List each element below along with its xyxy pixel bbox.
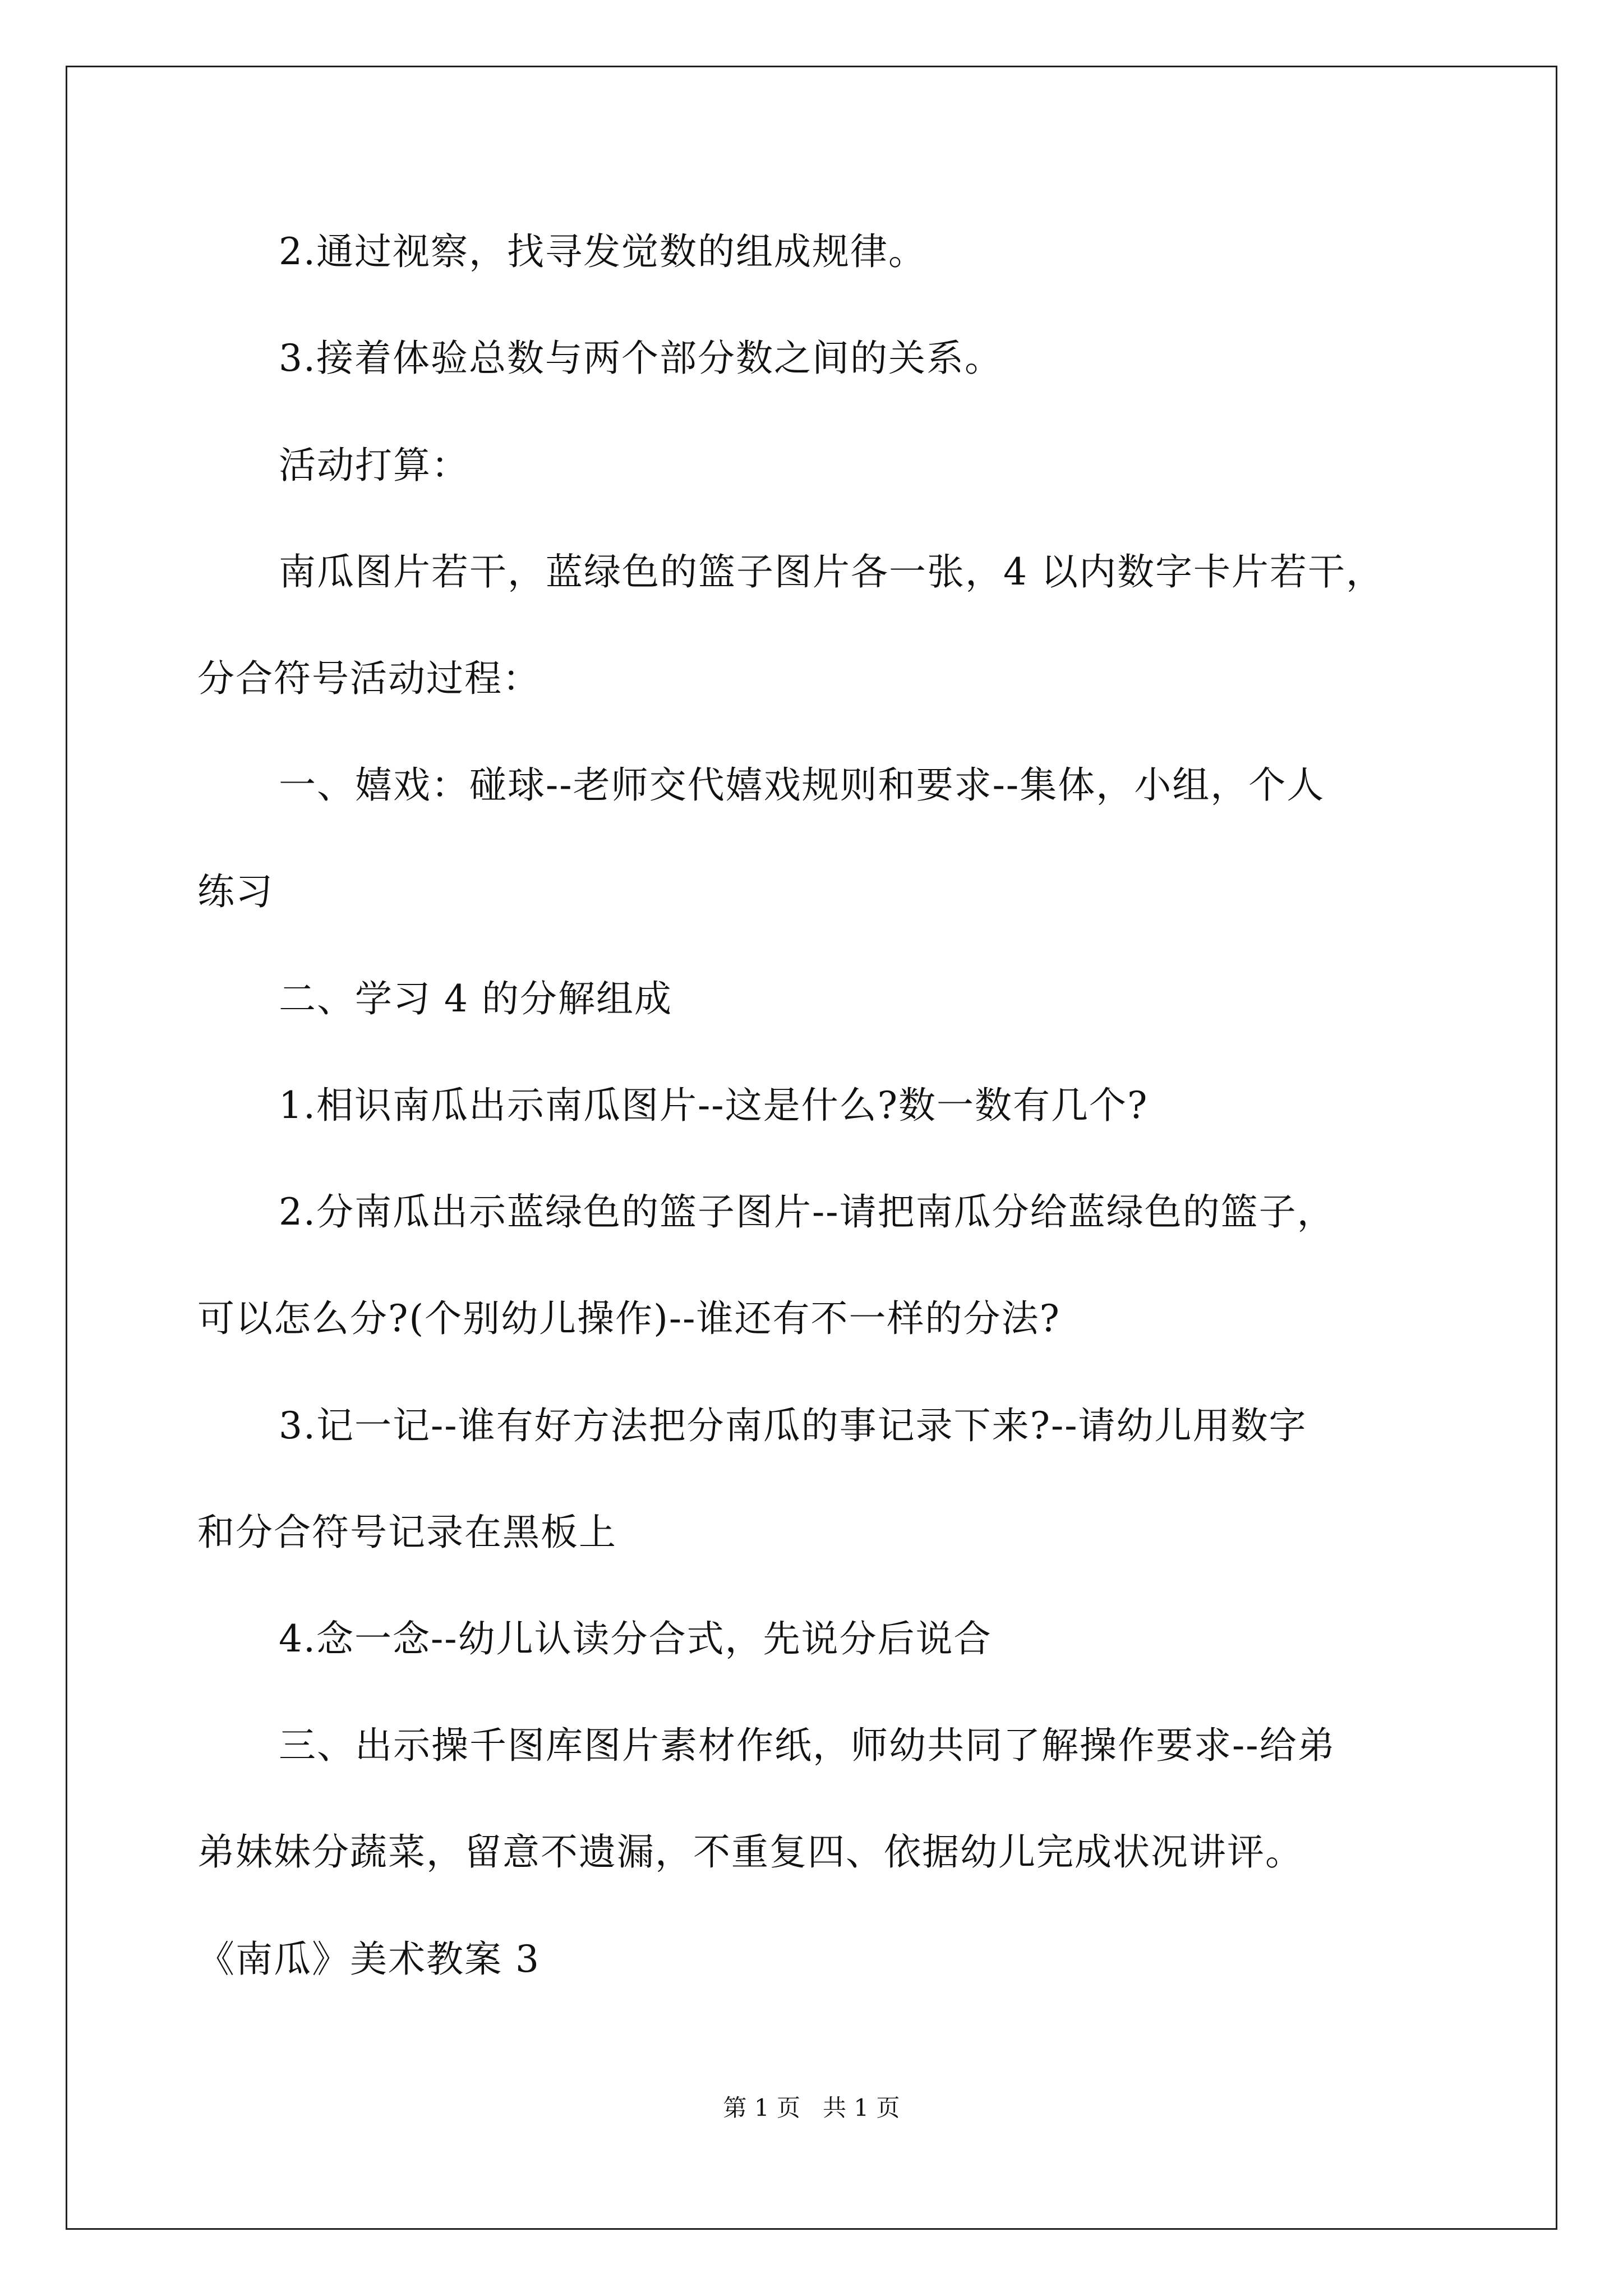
paragraph-section-three-line1: 三、出示操千图库图片素材作纸，师幼共同了解操作要求--给弟 [279, 1724, 1336, 1767]
paragraph-game-line1: 一、嬉戏：碰球--老师交代嬉戏规则和要求--集体，小组，个人 [279, 763, 1325, 807]
page-footer: 第 1 页 共 1 页 [723, 2094, 900, 2122]
page-border [66, 66, 1557, 2230]
paragraph-materials-line1: 南瓜图片若干，蓝绿色的篮子图片各一张，4 以内数字卡片若干， [279, 550, 1384, 593]
paragraph-step-1: 1.相识南瓜出示南瓜图片--这是什么?数一数有几个? [279, 1084, 1149, 1127]
paragraph-step-2-line2: 可以怎么分?(个别幼儿操作)--谁还有不一样的分法? [197, 1297, 1061, 1340]
paragraph-step-2-line1: 2.分南瓜出示蓝绿色的篮子图片--请把南瓜分给蓝绿色的篮子， [279, 1190, 1335, 1234]
paragraph-materials-line2: 分合符号活动过程： [197, 657, 541, 700]
lesson-plan-title: 《南瓜》美术教案 3 [197, 1938, 540, 1981]
paragraph-game-line2: 练习 [197, 870, 274, 913]
paragraph-section-three-line2: 弟妹妹分蔬菜，留意不遗漏，不重复四、依据幼儿完成状况讲评。 [197, 1830, 1303, 1874]
paragraph-section-two-heading: 二、学习 4 的分解组成 [279, 977, 672, 1020]
paragraph-step-3-line2: 和分合符号记录在黑板上 [197, 1511, 617, 1554]
paragraph-step-4: 4.念一念--幼儿认读分合式，先说分后说合 [279, 1617, 992, 1660]
paragraph-goal-2: 2.通过视察，找寻发觉数的组成规律。 [279, 230, 926, 273]
paragraph-goal-3: 3.接着体验总数与两个部分数之间的关系。 [279, 337, 1003, 380]
paragraph-preparation-heading: 活动打算： [279, 444, 469, 487]
paragraph-step-3-line1: 3.记一记--谁有好方法把分南瓜的事记录下来?--请幼儿用数字 [279, 1404, 1307, 1447]
